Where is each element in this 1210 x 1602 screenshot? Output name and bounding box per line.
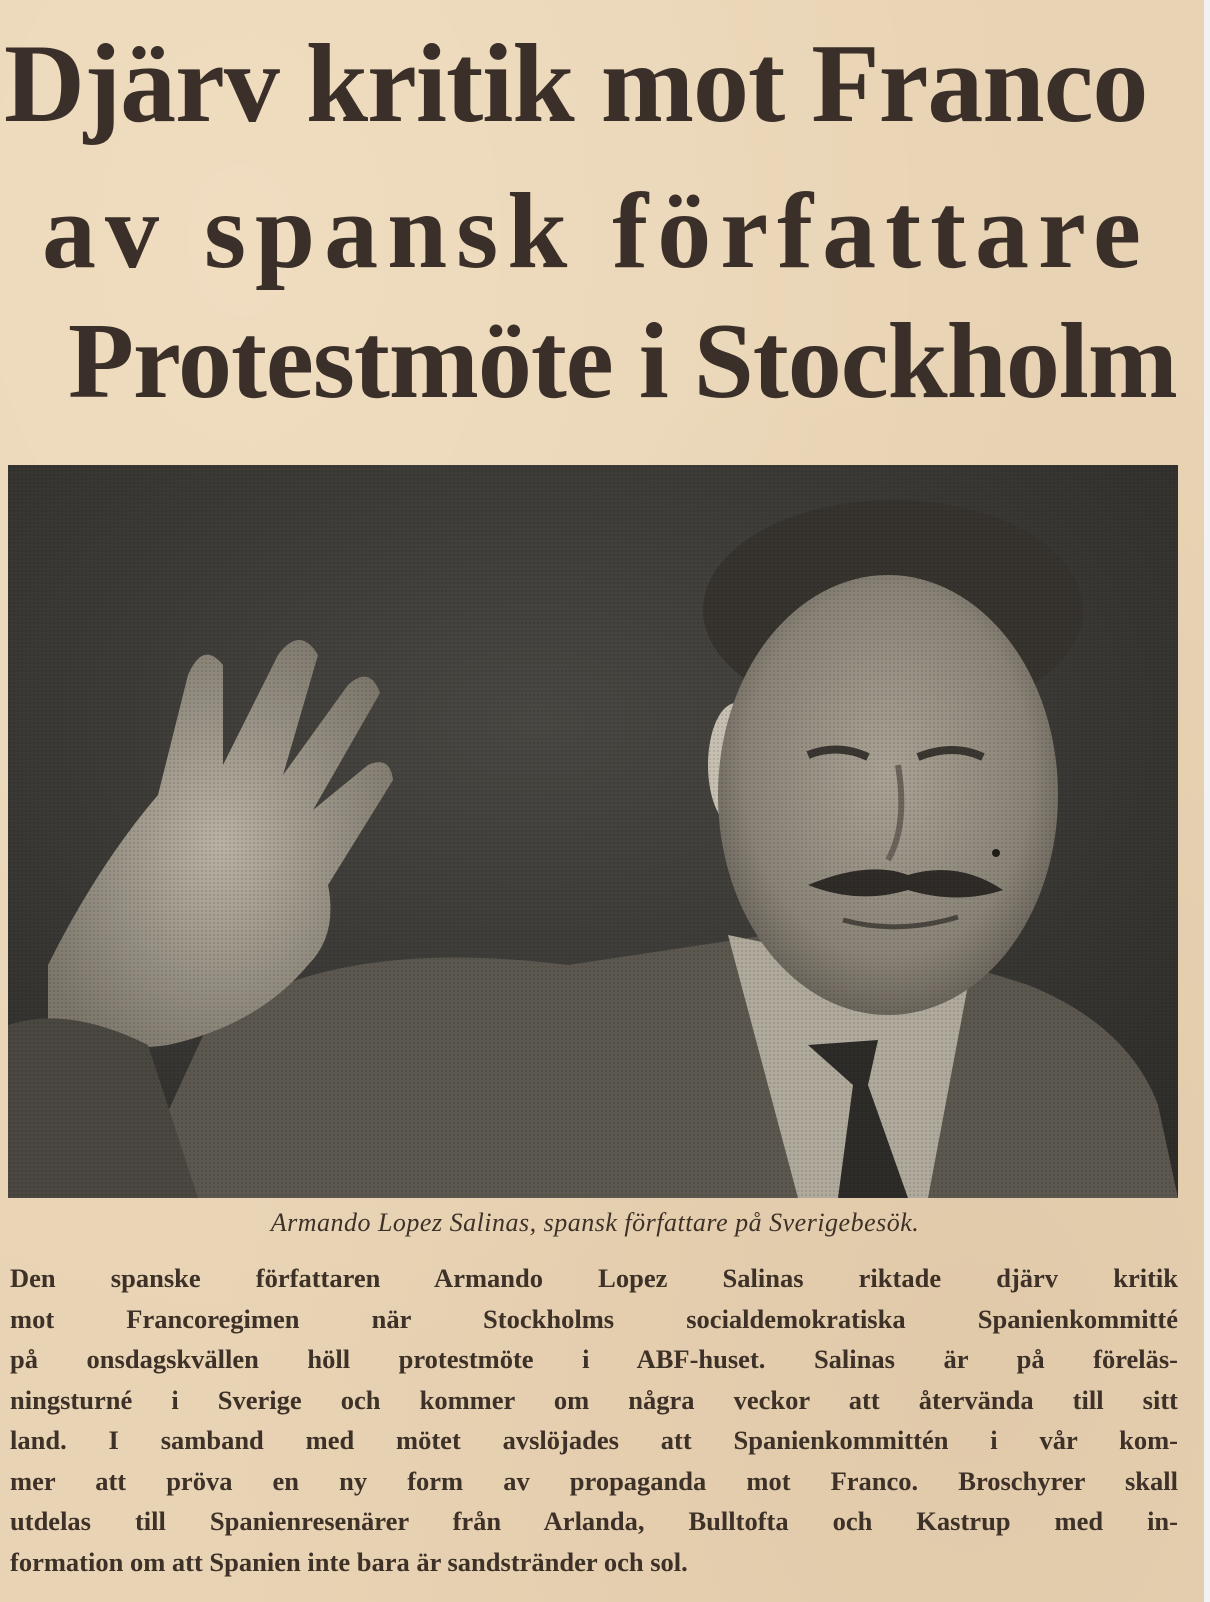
headline-line-3: Protestmöte i Stockholm: [68, 302, 1177, 421]
article-line: mot Francoregimen när Stockholms socialdemokratiska Spanienkommitté: [10, 1303, 1178, 1334]
article-line: utdelas till Spanienresenärer från Arlanda, Bulltofta och Kastrup med in-: [10, 1506, 1178, 1536]
portrait-photo: [8, 465, 1178, 1198]
scan-edge: [1204, 0, 1210, 1602]
article-line: formation om att Spanien inte bara är sandstränder och sol.: [10, 1546, 688, 1577]
article-line: ningsturné i Sverige och kommer om några veckor att återvända till sitt: [10, 1384, 1178, 1415]
article-line: Den spanske författaren Armando Lopez Salinas riktade djärv kritik: [10, 1263, 1178, 1293]
article-line: mer att pröva en ny form av propaganda mot Franco. Broschyrer skall: [10, 1465, 1178, 1496]
photo-caption: Armando Lopez Salinas, spansk författare på Sverigebesök.: [270, 1208, 920, 1237]
article-line: på onsdagskvällen höll protestmöte i ABF-huset. Salinas är på föreläs-: [10, 1344, 1178, 1374]
article-body: [10, 1258, 1178, 1582]
article-line: land. I samband med mötet avslöjades att Spanienkommittén i vår kom-: [10, 1425, 1178, 1455]
headline-line-1: Djärv kritik mot Franco: [4, 22, 1148, 146]
headline-line-2: av spansk författare: [42, 172, 1150, 291]
